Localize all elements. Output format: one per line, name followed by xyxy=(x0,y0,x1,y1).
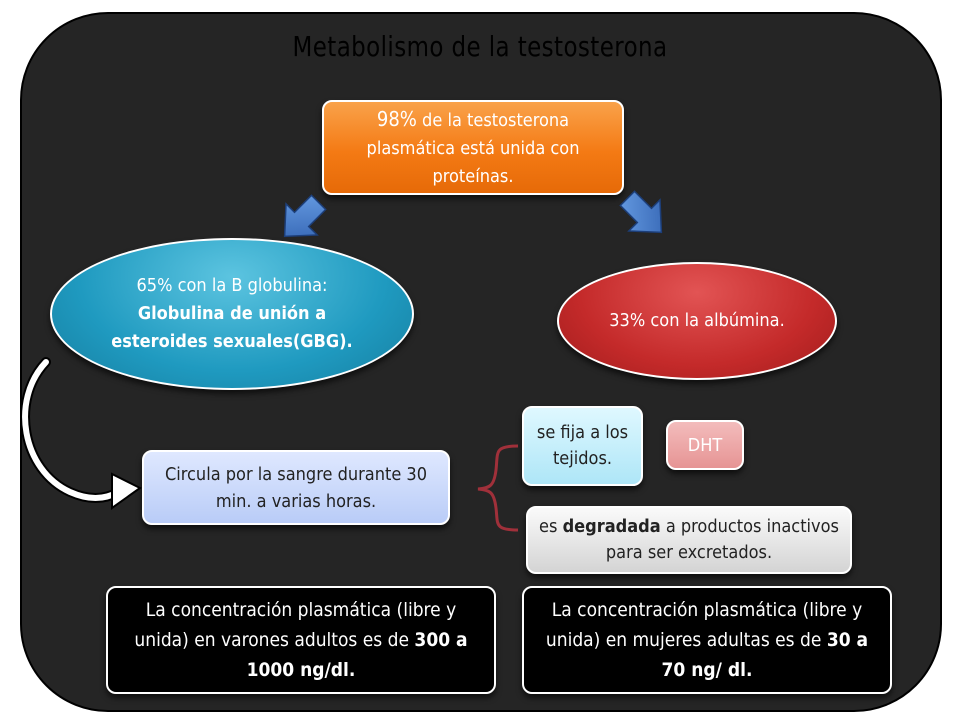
women-pre: La concentración plasmática (libre y unida) en mujeres adultas es de xyxy=(545,599,863,651)
women-concentration-box xyxy=(522,586,892,694)
men-pre: La concentración plasmática (libre y unida) en varones adultos es de xyxy=(134,599,457,651)
albumin-text: 33% con la albúmina. xyxy=(609,310,785,331)
women-bold: 30 a 70 ng/ dl. xyxy=(661,629,869,681)
sex-globulin-text xyxy=(92,272,372,356)
albumin-ellipse xyxy=(557,262,837,380)
women-concentration-text xyxy=(534,595,880,685)
sex-globulin-bold: Globulina de unión a esteroides sexuales(GBG). xyxy=(111,303,353,352)
degraded-pre: es xyxy=(539,516,563,537)
circulation-box xyxy=(142,450,450,525)
degraded-bold: degradada xyxy=(562,516,661,537)
tissue-box xyxy=(522,406,643,486)
page-title: Metabolismo de la testosterona xyxy=(292,30,668,63)
tissue-text: se fija a los tejidos. xyxy=(536,422,629,469)
circulation-text: Circula por la sangre durante 30 min. a varias horas. xyxy=(164,463,428,512)
men-concentration-box xyxy=(106,586,496,694)
dht-box xyxy=(666,420,744,470)
sex-globulin-ellipse xyxy=(50,238,414,390)
degraded-text xyxy=(536,514,842,566)
men-concentration-text xyxy=(118,595,484,685)
bound-protein-pct: 98% xyxy=(376,106,417,131)
degraded-post: a productos inactivos para ser excretados. xyxy=(605,516,839,563)
men-bold: 300 a 1000 ng/dl. xyxy=(246,629,468,681)
bound-protein-box xyxy=(322,100,624,195)
degraded-box xyxy=(526,506,852,574)
sex-globulin-line1: 65% con la B globulina: xyxy=(136,275,328,296)
bound-protein-rest: de la testosterona plasmática está unida con proteínas. xyxy=(366,109,580,187)
bound-protein-text xyxy=(338,105,608,191)
dht-text: DHT xyxy=(687,434,723,456)
